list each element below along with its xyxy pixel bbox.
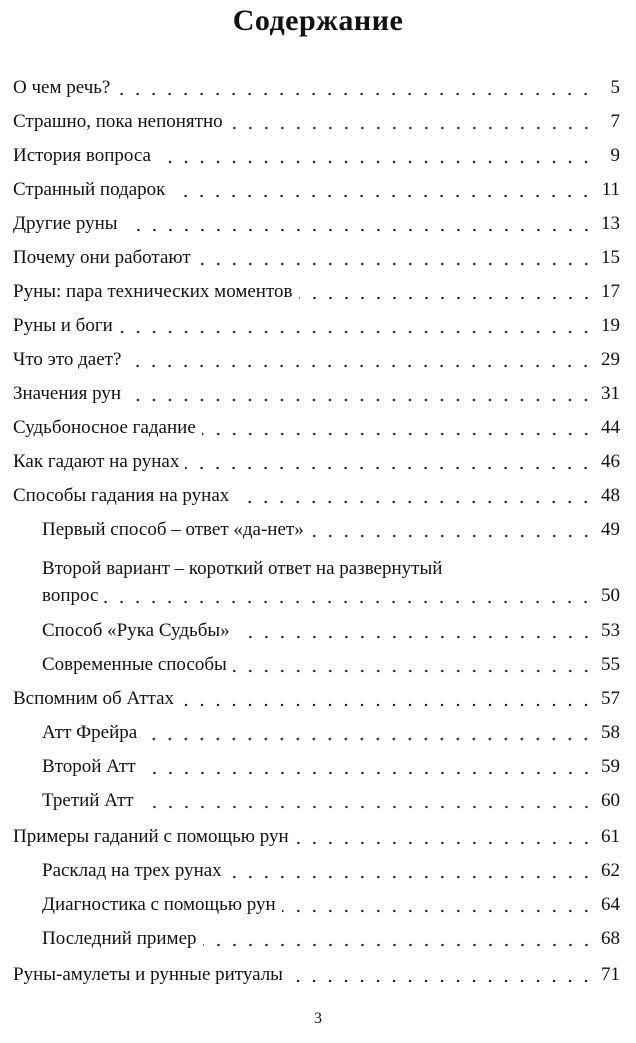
- toc-entry[interactable]: [13, 347, 620, 373]
- toc-entry-title: Примеры гаданий с помощью рун: [13, 826, 289, 847]
- toc-entry-page: 19: [601, 315, 620, 336]
- dot-leader: [282, 892, 594, 918]
- toc-entry-title: Диагностика с помощью рун: [42, 894, 276, 915]
- dot-leader: [127, 347, 594, 373]
- toc-entry-title: Способы гадания на рунах: [13, 485, 230, 506]
- toc-subentry[interactable]: [42, 926, 620, 952]
- toc-entry[interactable]: [13, 483, 620, 509]
- toc-subentry[interactable]: [42, 618, 620, 644]
- toc-entry[interactable]: [13, 686, 620, 712]
- toc-entry-title: Атт Фрейра: [42, 722, 138, 743]
- toc-entry[interactable]: [13, 824, 620, 850]
- toc-entry-title: Судьбоносное гадание: [13, 417, 196, 438]
- toc-entry[interactable]: [13, 962, 620, 988]
- toc-entry-page: 48: [601, 485, 620, 506]
- dot-leader: [295, 824, 594, 850]
- toc-subentry[interactable]: [42, 517, 620, 543]
- dot-leader: [203, 926, 594, 952]
- toc-entry-title: Расклад на трех рунах: [42, 860, 222, 881]
- dot-leader: [143, 720, 594, 746]
- toc-entry-page: 9: [610, 145, 620, 166]
- toc-entry-page: 15: [601, 247, 620, 268]
- toc-entry-page: 31: [601, 383, 620, 404]
- toc-entry-title: Последний пример: [42, 928, 197, 949]
- toc-entry-title-line1[interactable]: Второй вариант – короткий ответ на развернутый: [42, 558, 443, 579]
- dot-leader: [299, 279, 595, 305]
- toc-entry-title: Что это дает?: [13, 349, 122, 370]
- dot-leader: [119, 313, 594, 339]
- toc-entry-page: 59: [601, 756, 620, 777]
- dot-leader: [202, 415, 594, 441]
- toc-entry-page: 57: [601, 688, 620, 709]
- toc-entry[interactable]: [13, 313, 620, 339]
- toc-entry-title: История вопроса: [13, 145, 151, 166]
- dot-leader: [229, 109, 594, 135]
- toc-entry-page: 55: [601, 654, 620, 675]
- toc-entry-title: вопрос: [42, 585, 99, 606]
- toc-entry-page: 7: [610, 111, 620, 132]
- toc-entry-title: Второй Атт: [42, 756, 136, 777]
- dot-leader: [140, 788, 594, 814]
- dot-leader: [236, 618, 594, 644]
- dot-leader: [228, 858, 594, 884]
- toc-entry-title: Руны: пара технических моментов: [13, 281, 293, 302]
- toc-entry[interactable]: [13, 177, 620, 203]
- toc-entry-title: Третий Атт: [42, 790, 134, 811]
- toc-subentry[interactable]: [42, 788, 620, 814]
- toc-entry-page: 53: [601, 620, 620, 641]
- toc-entry-title: Первый способ – ответ «да-нет»: [42, 519, 304, 540]
- toc-entry-title: О чем речь?: [13, 77, 111, 98]
- toc-entry-title: Современные способы: [42, 654, 227, 675]
- toc-entry[interactable]: [13, 109, 620, 135]
- toc-entry-page: 11: [601, 179, 620, 200]
- toc-entry[interactable]: [13, 245, 620, 271]
- toc-entry-title: Как гадают на рунах: [13, 451, 180, 472]
- toc-entry[interactable]: [13, 211, 620, 237]
- dot-leader: [124, 211, 594, 237]
- toc-subentry[interactable]: [42, 583, 620, 609]
- dot-leader: [197, 245, 594, 271]
- toc-subentry[interactable]: [42, 754, 620, 780]
- toc-entry-page: 17: [601, 281, 620, 302]
- toc-entry-page: 71: [601, 964, 620, 985]
- toc-entry-title: Другие руны: [13, 213, 118, 234]
- toc-entry-page: 64: [601, 894, 620, 915]
- toc-entry[interactable]: [13, 415, 620, 441]
- dot-leader: [142, 754, 594, 780]
- toc-entry-page: 46: [601, 451, 620, 472]
- dot-leader: [171, 177, 594, 203]
- page-number: 3: [314, 1010, 322, 1027]
- toc-entry-page: 29: [601, 349, 620, 370]
- toc-entry-title: Значения рун: [13, 383, 122, 404]
- toc-entry-page: 68: [601, 928, 620, 949]
- dot-leader: [310, 517, 594, 543]
- toc-subentry[interactable]: [42, 858, 620, 884]
- dot-leader: [116, 75, 594, 101]
- toc-subentry[interactable]: [42, 892, 620, 918]
- toc-entry-title: Странный подарок: [13, 179, 166, 200]
- toc-entry-title: Вспомним об Аттах: [13, 688, 175, 709]
- toc-entry-page: 62: [601, 860, 620, 881]
- dot-leader: [235, 483, 594, 509]
- dot-leader: [127, 381, 594, 407]
- dot-leader: [233, 652, 594, 678]
- toc-entry[interactable]: [13, 449, 620, 475]
- toc-entry-page: 44: [601, 417, 620, 438]
- toc-entry-page: 61: [601, 826, 620, 847]
- toc-entry-title: Страшно, пока непонятно: [13, 111, 223, 132]
- toc-entry-title: Руны-амулеты и рунные ритуалы: [13, 964, 283, 985]
- dot-leader: [289, 962, 594, 988]
- toc-subentry[interactable]: [42, 720, 620, 746]
- toc-entry-title: Руны и боги: [13, 315, 113, 336]
- dot-leader: [180, 686, 594, 712]
- dot-leader: [185, 449, 594, 475]
- toc-entry-page: 13: [601, 213, 620, 234]
- toc-entry-title: Почему они работают: [13, 247, 191, 268]
- toc-entry[interactable]: [13, 143, 620, 169]
- toc-entry-page: 58: [601, 722, 620, 743]
- dot-leader: [157, 143, 594, 169]
- toc-entry[interactable]: [13, 75, 620, 101]
- page-title: Содержание: [232, 4, 404, 37]
- toc-entry[interactable]: [13, 279, 620, 305]
- toc-entry-page: 49: [601, 519, 620, 540]
- toc-entry-page: 5: [610, 77, 620, 98]
- toc-entry-page: 50: [601, 585, 620, 606]
- toc-entry[interactable]: [13, 381, 620, 407]
- toc-entry-title: Способ «Рука Судьбы»: [42, 620, 230, 641]
- dot-leader: [104, 583, 594, 609]
- toc-entry-page: 60: [601, 790, 620, 811]
- toc-subentry[interactable]: [42, 652, 620, 678]
